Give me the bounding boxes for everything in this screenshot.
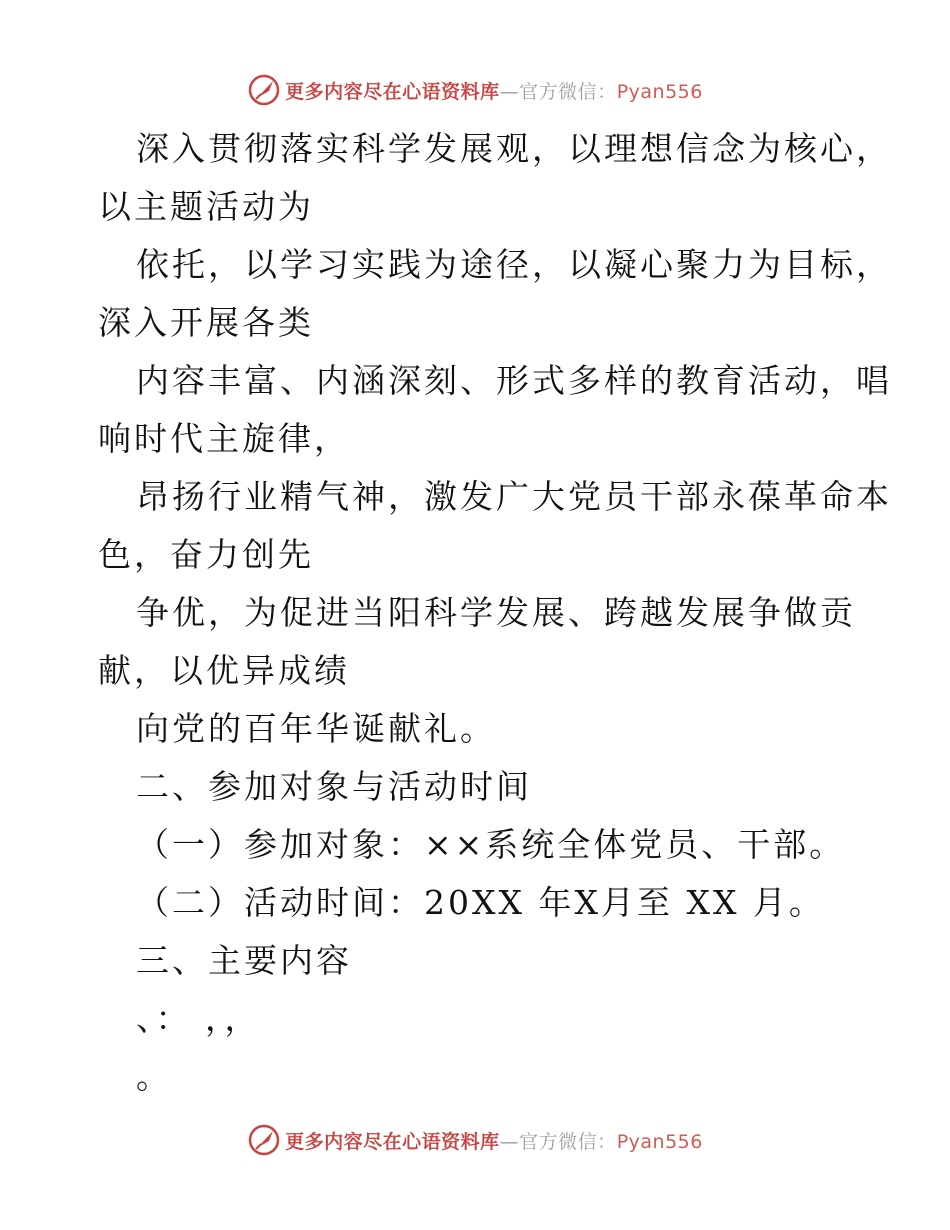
banner-brand: 更多内容尽在心语资料库 (285, 80, 500, 103)
banner-text (285, 77, 703, 104)
banner-dash: — (499, 80, 520, 103)
body-line: 争优，为促进当阳科学发展、跨越发展争做贡 (136, 593, 856, 632)
banner-official: 官方微信： (519, 1130, 617, 1153)
body-line: 献，以优异成绩 (98, 651, 350, 690)
body-line: 向党的百年华诞献礼。 (136, 709, 496, 748)
body-line: （一）参加对象：××系统全体党员、干部。 (136, 825, 846, 864)
document-body (98, 120, 892, 1106)
banner-brand: 更多内容尽在心语资料库 (285, 1130, 500, 1153)
body-line: 响时代主旋律， (98, 419, 350, 458)
quill-logo-icon (247, 73, 281, 107)
banner-official: 官方微信： (519, 80, 617, 103)
body-line: 以主题活动为 (98, 187, 314, 226)
body-line: 内容丰富、内涵深刻、形式多样的教育活动，唱 (136, 361, 892, 400)
section-heading: 三、主要内容 (136, 941, 352, 980)
body-line: 深入贯彻落实科学发展观，以理想信念为核心， (136, 129, 892, 168)
body-line: 色，奋力创先 (98, 535, 314, 574)
banner-text (285, 1127, 703, 1154)
body-line: 依托，以学习实践为途径，以凝心聚力为目标， (136, 245, 892, 284)
banner-wechat-id: Pyan556 (616, 80, 703, 103)
body-line: 深入开展各类 (98, 303, 314, 342)
body-line: （二）活动时间：20XX 年X月至 XX 月。 (136, 883, 825, 922)
banner-dash: — (499, 1130, 520, 1153)
banner-wechat-id: Pyan556 (616, 1130, 703, 1153)
header-banner (0, 70, 950, 110)
quill-logo-icon (247, 1123, 281, 1157)
body-line: 。 (136, 1057, 172, 1096)
body-line: 、： ，， (136, 999, 261, 1038)
body-line: 昂扬行业精气神，激发广大党员干部永葆革命本 (136, 477, 892, 516)
section-heading: 二、参加对象与活动时间 (136, 767, 532, 806)
footer-banner (0, 1120, 950, 1160)
